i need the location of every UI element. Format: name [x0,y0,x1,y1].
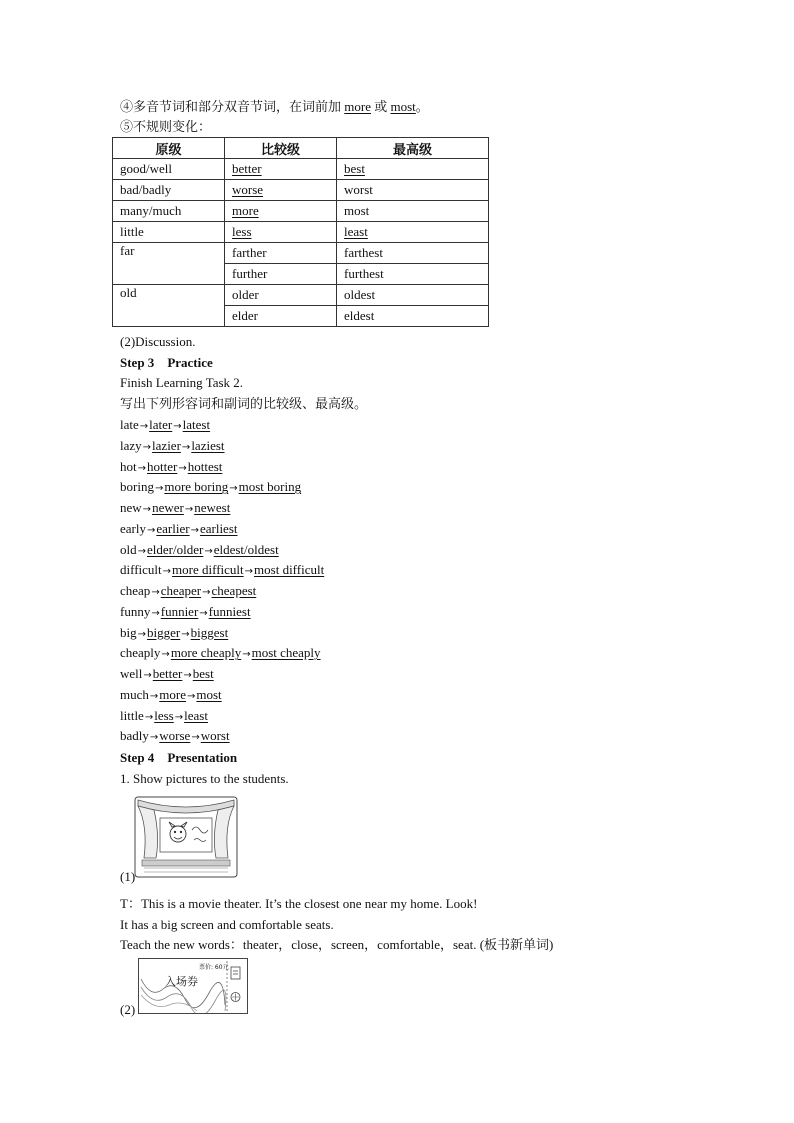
step-4-title: Presentation [167,750,238,765]
teacher-line-3: Teach the new words：theater，close，screen，comfortable，seat. (板书新单词) [120,937,554,952]
word-superlative: eldest/oldest [213,541,279,557]
word-row [120,520,238,540]
word-comparative: later [149,417,173,432]
arrow-icon: → [244,566,254,578]
teacher-line-1: T：This is a movie theater. It’s the closest one near my home. Look! [120,896,478,911]
step-3-heading [120,354,213,372]
rule-4-or: 或 [370,99,391,114]
arrow-icon: → [143,670,152,681]
word-superlative: latest [182,417,211,432]
word-row [120,603,251,623]
header-superlative: 最高级 [337,138,489,159]
word-comparative: earlier [156,520,190,536]
word-comparative: bigger [147,624,181,640]
word-base: old [120,541,137,557]
arrow-icon: → [191,732,200,744]
arrow-icon: → [174,711,184,723]
cell-superlative: worst [337,180,489,201]
arrow-icon: → [144,711,154,723]
word-comparative: more [159,686,186,702]
word-superlative: best [192,666,214,681]
movie-theater-picture [134,796,238,878]
word-superlative: worst [200,728,230,744]
cell-superlative: farthest [337,243,489,264]
table-row [113,285,489,306]
word-row [120,478,301,498]
arrow-icon: → [173,421,182,432]
word-comparative: hotter [147,458,178,474]
word-row [120,644,321,664]
header-base: 原级 [113,138,225,159]
rule-4 [120,98,429,116]
word-superlative: most difficult [254,562,325,578]
word-row [120,665,214,685]
arrow-icon: → [242,649,251,661]
word-base: well [120,666,143,681]
cell-comparative: more [225,201,337,222]
table-row [113,159,489,180]
cell-superlative: furthest [337,264,489,285]
cell-comparative: worse [225,180,337,201]
cell-base: bad/badly [113,180,225,201]
arrow-icon: → [161,649,170,661]
cell-comparative: farther [225,243,337,264]
word-base: big [120,624,137,640]
arrow-icon: → [149,732,159,744]
cell-superlative: eldest [337,306,489,327]
step-4-label: Step 4 [120,750,155,765]
arrow-icon: → [151,607,160,619]
word-superlative: most [196,686,222,702]
arrow-icon: → [190,524,199,536]
word-superlative: least [184,707,208,723]
arrow-icon: → [154,483,164,495]
word-base: lazy [120,437,142,453]
cell-base: little [113,222,225,243]
word-row [120,582,256,602]
word-base: early [120,520,146,536]
picture-2-number: (2) [120,1002,136,1017]
arrow-icon: → [137,545,147,557]
word-comparative: newer [152,500,184,515]
arrow-icon: → [178,462,187,474]
word-row [120,458,222,478]
word-comparative: worse [159,728,191,744]
arrow-icon: → [162,566,172,578]
word-row [120,499,230,519]
arrow-icon: → [204,545,213,557]
word-superlative: most boring [238,479,302,495]
discussion: (2)Discussion. [120,334,196,349]
word-row [120,416,210,436]
arrow-icon: → [149,690,159,702]
word-row [120,541,279,561]
word-row [120,561,324,581]
arrow-icon: → [139,421,149,432]
word-comparative: funnier [160,603,199,619]
word-base: badly [120,728,149,744]
word-superlative: hottest [187,458,223,474]
task-line: Finish Learning Task 2. [120,375,244,390]
step-4-heading [120,749,237,767]
word-superlative: funniest [208,603,251,619]
cell-superlative: least [337,222,489,243]
word-superlative: laziest [191,437,225,453]
cell-base: good/well [113,159,225,180]
word-base: cheap [120,583,151,598]
word-superlative: cheapest [211,583,257,598]
picture-1-number: (1) [120,869,136,884]
word-base: cheaply [120,645,161,661]
table-row [113,243,489,264]
rule-4-end: 。 [415,99,429,114]
cell-comparative: less [225,222,337,243]
word-base: much [120,686,149,702]
rule-4-more: more [344,99,371,114]
word-row [120,727,230,747]
arrow-icon: → [181,628,190,640]
word-superlative: most cheaply [251,645,321,661]
cell-base: far [113,243,225,285]
step-3-title: Practice [167,355,213,370]
cell-superlative: best [337,159,489,180]
cell-superlative: oldest [337,285,489,306]
show-pictures-line: 1. Show pictures to the students. [120,771,289,786]
arrow-icon: → [142,441,152,453]
rule-4-text: ④多音节词和部分双音节词，在词前加 [120,99,345,114]
arrow-icon: → [142,504,152,515]
word-comparative: more difficult [172,562,244,578]
irregular-forms-table [112,137,489,327]
word-superlative: biggest [190,624,229,640]
rule-5: ⑤不规则变化： [120,119,212,134]
cell-superlative: most [337,201,489,222]
word-row [120,437,225,457]
arrow-icon: → [151,587,160,598]
word-row [120,624,228,644]
arrow-icon: → [187,690,196,702]
arrow-icon: → [184,504,194,515]
word-base: funny [120,603,151,619]
ticket-title: 入场券 [165,975,198,988]
arrow-icon: → [229,483,238,495]
word-base: little [120,707,144,723]
arrow-icon: → [137,628,147,640]
cell-base: many/much [113,201,225,222]
cell-comparative: better [225,159,337,180]
table-row [113,222,489,243]
instruction-line: 写出下列形容词和副词的比较级、最高级。 [120,396,368,411]
arrow-icon: → [181,441,191,453]
word-comparative: better [152,666,183,681]
arrow-icon: → [202,587,211,598]
table-row [113,201,489,222]
cell-comparative: older [225,285,337,306]
cell-comparative: further [225,264,337,285]
word-row [120,686,222,706]
word-base: difficult [120,562,162,578]
word-comparative: cheaper [160,583,202,598]
word-comparative: more boring [164,479,229,495]
ticket-picture [138,958,248,1014]
arrow-icon: → [183,670,192,681]
cell-comparative: elder [225,306,337,327]
word-comparative: more cheaply [170,645,242,661]
word-comparative: lazier [152,437,181,453]
word-base: new [120,500,142,515]
word-row [120,707,208,727]
word-superlative: earliest [199,520,238,536]
word-superlative: newest [194,500,231,515]
word-comparative: elder/older [147,541,204,557]
ticket-price: 票价: 60元 [199,964,229,971]
word-base: boring [120,479,154,495]
table-header-row [113,138,489,159]
header-comparative: 比较级 [225,138,337,159]
arrow-icon: → [199,607,208,619]
word-base: hot [120,458,137,474]
teacher-line-2: It has a big screen and comfortable seats. [120,917,334,932]
rule-4-most: most [390,99,416,114]
word-base: late [120,417,139,432]
arrow-icon: → [146,524,156,536]
cell-base: old [113,285,225,327]
table-row [113,180,489,201]
word-comparative: less [154,707,174,723]
step-3-label: Step 3 [120,355,155,370]
arrow-icon: → [137,462,147,474]
